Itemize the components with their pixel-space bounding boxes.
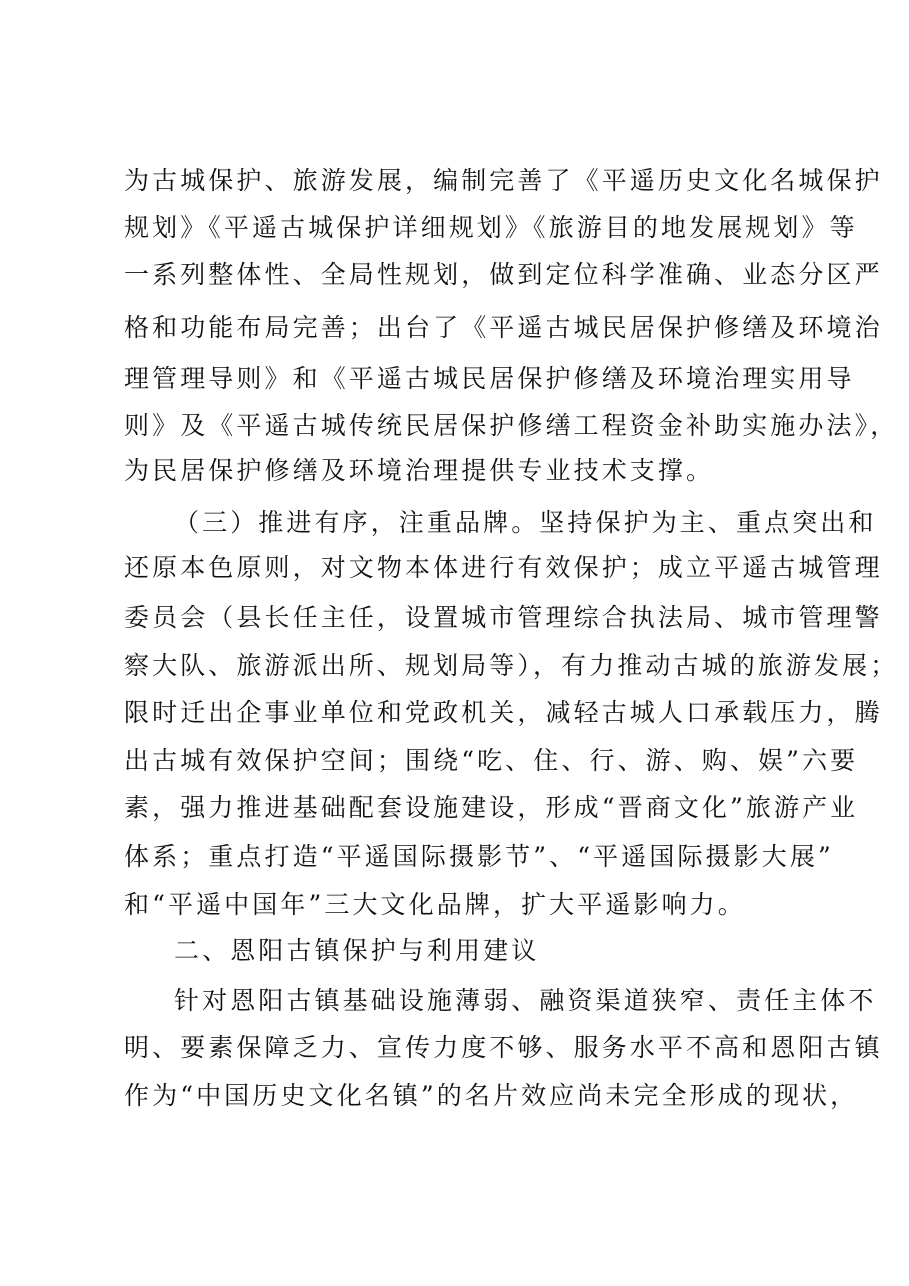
body-text-line: 还原本色原则，对文物本体进行有效保护；成立平遥古城管理 bbox=[124, 553, 883, 582]
body-text-line: 针对恩阳古镇基础设施薄弱、融资渠道狭窄、责任主体不 bbox=[174, 986, 877, 1015]
body-text-line: 明、要素保障乏力、宣传力度不够、服务水平不高和恩阳古镇 bbox=[124, 1033, 883, 1062]
body-text-line: 和“平遥中国年”三大文化品牌，扩大平遥影响力。 bbox=[124, 890, 746, 919]
body-text-line: 察大队、旅游派出所、规划局等），有力推动古城的旅游发展； bbox=[124, 651, 899, 680]
body-text-line: 素，强力推进基础配套设施建设，形成“晋商文化”旅游产业 bbox=[124, 793, 859, 822]
body-text-line: 理管理导则》和《平遥古城民居保护修缮及环境治理实用导 bbox=[124, 364, 855, 393]
body-text-line: 委员会（县长任主任，设置城市管理综合执法局、城市管理警 bbox=[124, 603, 883, 632]
section-heading-2: 二、恩阳古镇保护与利用建议 bbox=[174, 936, 540, 965]
body-text-line: 体系；重点打造“平遥国际摄影节”、“平遥国际摄影大展” bbox=[124, 842, 834, 871]
body-text-line: 限时迁出企事业单位和党政机关，减轻古城人口承载压力，腾 bbox=[124, 698, 883, 727]
body-text-line: 为民居保护修缮及环境治理提供专业技术支撑。 bbox=[124, 456, 715, 485]
body-text-line: 作为“中国历史文化名镇”的名片效应尚未完全形成的现状， bbox=[124, 1081, 859, 1110]
body-text-line: 格和功能布局完善；出台了《平遥古城民居保护修缮及环境治 bbox=[124, 313, 883, 342]
body-text-line: 则》及《平遥古城传统民居保护修缮工程资金补助实施办法》， bbox=[124, 411, 899, 440]
body-text-line: 为古城保护、旅游发展，编制完善了《平遥历史文化名城保护 bbox=[124, 166, 883, 195]
body-text-line: 一系列整体性、全局性规划，做到定位科学准确、业态分区严 bbox=[124, 260, 883, 289]
section-heading-3: （三）推进有序，注重品牌。坚持保护为主、重点突出和 bbox=[174, 508, 877, 537]
body-text-line: 规划》《平遥古城保护详细规划》《旅游目的地发展规划》等 bbox=[124, 213, 858, 242]
body-text-line: 出古城有效保护空间；围绕“吃、住、行、游、购、娱”六要 bbox=[124, 746, 859, 775]
